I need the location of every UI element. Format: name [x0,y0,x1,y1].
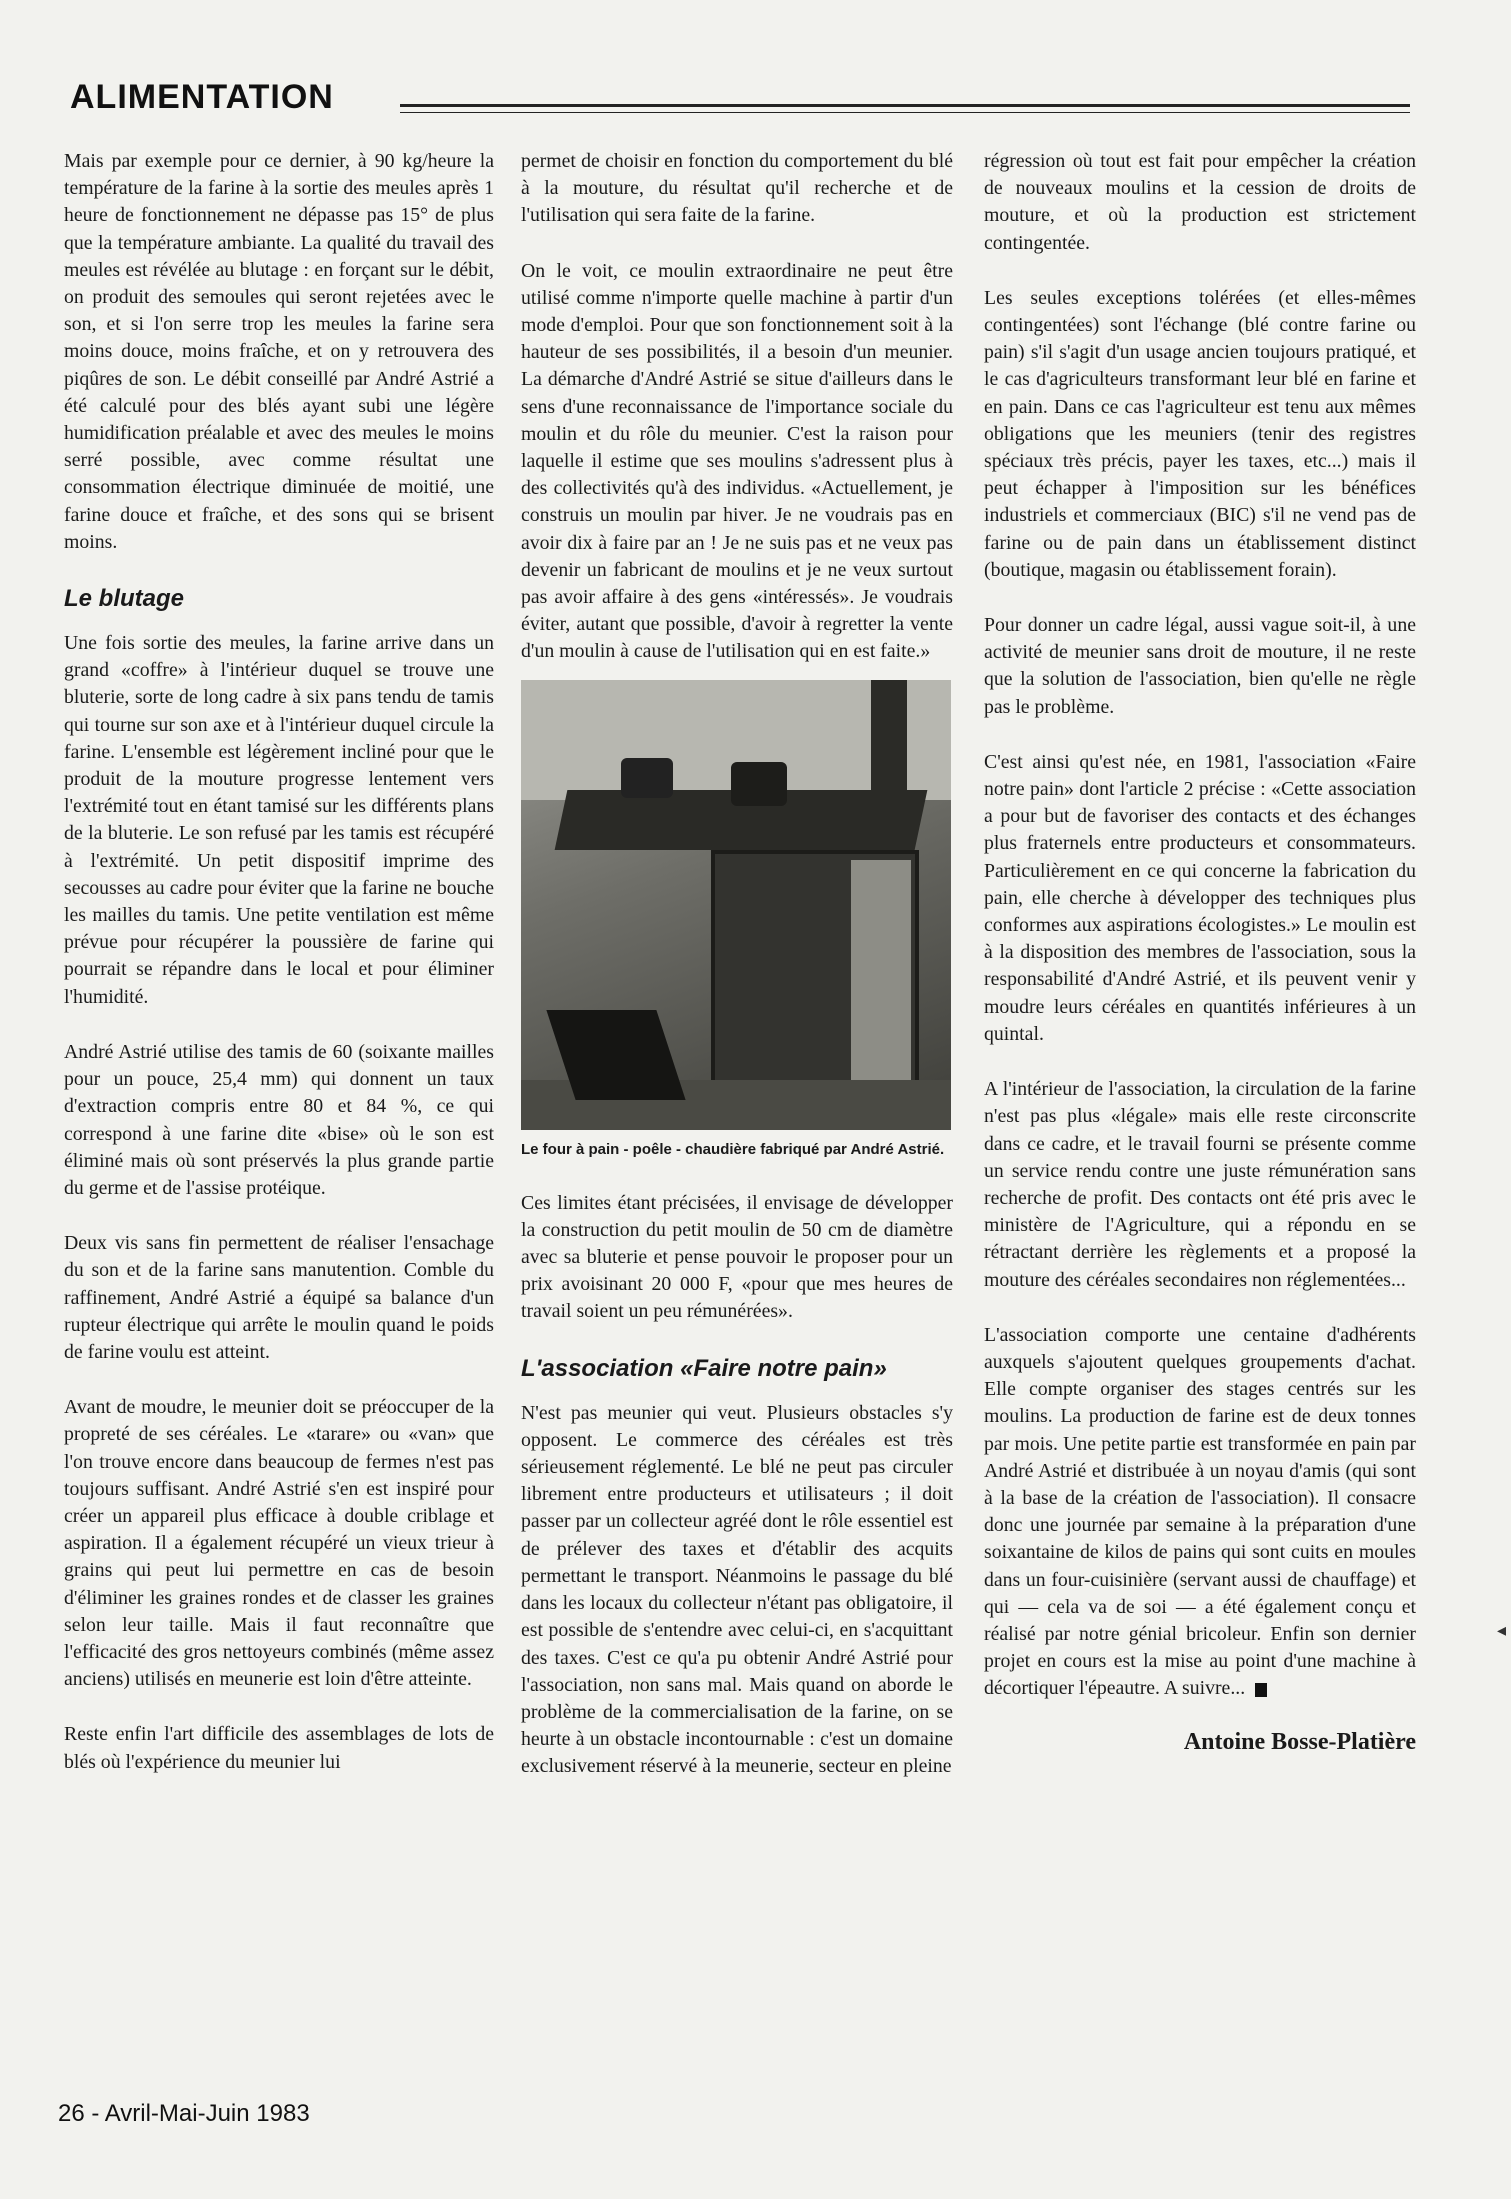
paragraph: Reste enfin l'art difficile des assemblages de lots de blés où l'expérience du meunier lui [64,1723,494,1773]
author-signature: Antoine Bosse-Platière [1183,1728,1416,1755]
header-rule [400,104,1410,107]
column-1 [64,148,494,1776]
paragraph: N'est pas meunier qui veut. Plusieurs obstacles s'y opposent. Le commerce des céréales est très sérieusement réglementé. Le blé ne peut pas circuler librement entre producteurs et utilisateurs ; il doit passer par un collecteur agréé dont le rôle essentiel est de prélever des taxes et d'établir des acquits permettant le transport. Néanmoins le passage du blé dans les locaux du collecteur n'étant pas obligatoire, il est possible de s'entendre avec celui-ci, en s'acquittant des taxes. C'est ce qu'a pu obtenir André Astrié pour l'association, non sans mal. Mais quand on aborde le problème de la commercialisation de la farine, on se heurte à un obstacle incontournable : c'est un domaine exclusivement réservé à la meunerie, secteur en pleine [521,1401,953,1778]
paragraph-text: L'association comporte une centaine d'adhérents auxquels s'ajoutent quelques groupements d'achat. Elle compte organiser des stages centrés sur les moulins. La production de farine est de deux tonnes par mois. Une petite partie est transformée en pain par André Astrié et distribuée à un noyau d'amis (qui sont à la base de la création de l'association). Il consacre donc une journée par semaine à la préparation d'une soixantaine de kilos de pains qui sont cuits en moules dans un four-cuisinière (servant aussi de chauffage) et qui — cela va de soi — a été également conçu et réalisé par notre génial bricoleur. Enfin son dernier projet en cours est la mise au point d'une machine à décortiquer l'épeautre. A suivre... [984,1323,1416,1700]
column-2 [521,148,953,1781]
photo-bread-oven [521,680,951,1130]
paragraph: Une fois sortie des meules, la farine arrive dans un grand «coffre» à l'intérieur duquel se trouve une bluterie, sorte de long cadre à six pans tendu de tamis qui tourne sur son axe et à l'intérieur duquel circule la farine. L'ensemble est légèrement incliné pour que le produit de la mouture progresse lentement vers l'extrémité tout en étant tamisé sur les différents plans de la bluterie. Le son refusé par les tamis est récupéré à l'extrémité. Un petit dispositif imprime des secousses au cadre pour éviter que la farine ne bouche les mailles du tamis. Une petite ventilation est même prévue pour récupérer la poussière de farine qui pourrait se répandre dans le local et pour éliminer l'humidité. [64,632,494,1008]
page-footer: 26 - Avril-Mai-Juin 1983 [58,2100,310,2127]
margin-arrow-icon: ◂ [1497,1620,1507,1640]
paragraph: Les seules exceptions tolérées (et elles-mêmes contingentées) sont l'échange (blé contre farine ou pain) s'il s'agit d'un usage ancien toujours pratiqué, et le cas d'agriculteurs transformant leur blé en farine et en pain. Dans ce cas l'agriculteur est tenu aux mêmes obligations que les meuniers (tenir des registres spéciaux très précis, payer les taxes, etc...) mais il peut échapper à l'imposition sur les bénéfices industriels et commerciaux (BIC) s'il ne vend pas de farine ou de pain dans un établissement distinct (boutique, magasin ou établissement forain). [984,286,1416,581]
section-heading-blutage: Le blutage [64,585,185,613]
photo-caption: Le four à pain - poêle - chaudière fabriqué par André Astrié. [521,1140,945,1158]
section-heading-association: L'association «Faire notre pain» [521,1354,887,1382]
end-mark-icon [1255,1683,1267,1697]
paragraph: Ces limites étant précisées, il envisage de développer la construction du petit moulin de 50 cm de diamètre avec sa bluterie et pense pouvoir le proposer pour un prix avoisinant 20 000 F, «pour que mes heures de travail soient un peu rémunérées». [521,1191,953,1323]
paragraph: Deux vis sans fin permettent de réaliser l'ensachage du son et de la farine sans manutention. Comble du raffinement, André Astrié a équipé sa balance d'un rupteur électrique qui arrête le moulin quand le poids de farine voulu est atteint. [64,1232,494,1363]
paragraph: André Astrié utilise des tamis de 60 (soixante mailles pour un pouce, 25,4 mm) qui donnent un taux d'extraction compris entre 80 et 84 %, ce qui correspond à une farine dite «bise» où le son est éliminé mais où sont préservés la plus grande partie du germe et de l'assise protéique. [64,1040,494,1199]
closing-paragraph [984,1322,1416,1703]
paragraph: régression où tout est fait pour empêcher la création de nouveaux moulins et la cession de droits de mouture, et où la production est strictement contingentée. [984,150,1416,254]
paragraph: permet de choisir en fonction du comportement du blé à la mouture, du résultat qu'il recherche et de l'utilisation qui sera faite de la farine. [521,150,953,227]
paragraph: On le voit, ce moulin extraordinaire ne peut être utilisé comme n'importe quelle machine à partir d'un mode d'emploi. Pour que son fonctionnement soit à la hauteur de ses possibilités, il a besoin d'un meunier. La démarche d'André Astrié se situe d'ailleurs dans le sens d'une reconnaissance de l'importance sociale du moulin et du rôle du meunier. C'est la raison pour laquelle il estime que ses moulins s'adressent plus à des collectivités qu'à des individus. «Actuellement, je construis un moulin par hiver. Je ne voudrais pas en avoir dix à faire par an ! Je ne suis pas et ne veux pas devenir un fabricant de moulins et je ne veux surtout pas avoir affaire à des gens «intéressés». Je voudrais éviter, autant que possible, d'avoir à regretter la vente d'un moulin à cause de l'utilisation qui en est faite.» [521,259,953,663]
header-rule-thin [400,112,1410,113]
paragraph: Mais par exemple pour ce dernier, à 90 kg/heure la température de la farine à la sortie des meules après 1 heure de fonctionnement ne dépasse pas 15° de plus que la température ambiante. La qualité du travail des meules est révélée au blutage : en forçant sur le débit, on produit des semoules qui seront rejetées avec le son, et si l'on serre trop les meules la farine sera moins douce, moins fraîche, et on y retrouvera des piqûres de son. Le débit conseillé par André Astrié a été calculé pour des blés ayant subi une légère humidification préalable et avec des meules le moins serré possible, avec comme résultat une consommation électrique diminuée de moitié, une farine douce et fraîche, et des sons qui se brisent moins. [64,150,494,553]
paragraph: Avant de moudre, le meunier doit se préoccuper de la propreté de ses céréales. Le «tarare» ou «van» que l'on trouve encore dans beaucoup de fermes n'est pas toujours suffisant. André Astrié s'en est inspiré pour créer un appareil plus efficace à double criblage et aspiration. Il a également récupéré un vieux trieur à grains qui peut lui permettre en cas de besoin d'éliminer les graines rondes et de classer les graines selon leur taille. Mais il faut reconnaître que l'efficacité des gros nettoyeurs combinés (même assez anciens) utilisés en meunerie est loin d'être atteinte. [64,1396,494,1691]
paragraph: C'est ainsi qu'est née, en 1981, l'association «Faire notre pain» dont l'article 2 précise : «Cette association a pour but de favoriser des contacts et des échanges plus fraternels entre producteurs et consommateurs. Particulièrement en ce qui concerne la fabrication du pain, elle cherche à développer des techniques plus conformes aux aspirations écologistes.» Le moulin est à la disposition des membres de l'association, sous la responsabilité d'André Astrié, et ils peuvent venir y moudre leurs céréales en quantités inférieures à un quintal. [984,750,1416,1045]
column-3 [984,148,1416,1756]
paragraph: A l'intérieur de l'association, la circulation de la farine n'est pas plus «légale» mais elle reste circonscrite dans ce cadre, et le travail fourni se présente comme un service rendu contre une juste rémunération sans recherche de profit. Des contacts ont été pris avec le ministère de l'Agriculture, qui a répondu en se rétractant derrière les règlements et a proposé la mouture des céréales secondaires non réglementées... [984,1078,1416,1291]
paragraph: Pour donner un cadre légal, aussi vague soit-il, à une activité de meunier sans droit de mouture, il ne reste que la solution de l'association, bien qu'elle ne règle pas le problème. [984,614,1416,718]
section-title: ALIMENTATION [70,78,334,116]
